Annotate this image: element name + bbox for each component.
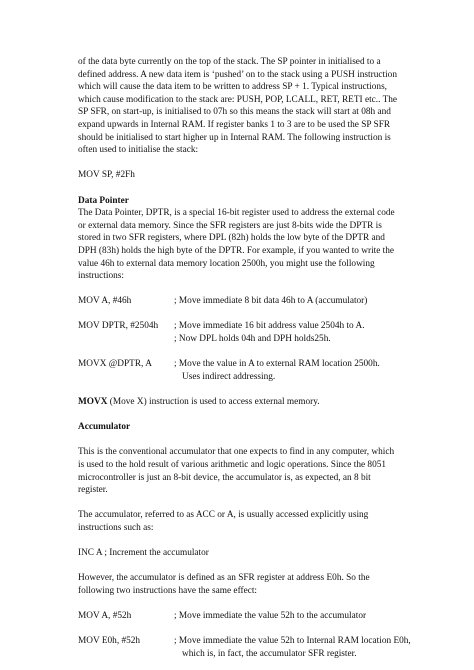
code-comment: ; Move the value in A to external RAM location 2500h. xyxy=(174,359,380,370)
document-page xyxy=(78,56,410,661)
paragraph-accumulator-1 xyxy=(78,446,410,496)
text-line: register. xyxy=(78,485,108,496)
code-instruction: MOV DPTR, #2504h xyxy=(78,321,159,332)
text-line: This is the conventional accumulator that one expects to find in any computer, which xyxy=(78,447,395,458)
code-line-mov-a-46h xyxy=(78,295,410,308)
text-line: of the data byte currently on the top of the stack. The SP pointer in initialised to a xyxy=(78,57,381,67)
paragraph-stack-pointer xyxy=(78,56,410,157)
movx-keyword: MOVX xyxy=(78,397,108,408)
code-comment: ; Move immediate 8 bit data 46h to A (accumulator) xyxy=(174,296,368,307)
text-line: instructions: xyxy=(78,271,124,282)
text-line: microcontroller is just an 8-bit device, the accumulator is, as expected, an 8 bit xyxy=(78,472,371,483)
text-line: The Data Pointer, DPTR, is a special 16-bit register used to address the external code xyxy=(78,208,395,219)
code-instruction: MOV E0h, #52h xyxy=(78,636,141,647)
text-line: However, the accumulator is defined as an SFR register at address E0h. So the xyxy=(78,573,370,584)
paragraph-accumulator-2 xyxy=(78,509,410,534)
heading-data-pointer: Data Pointer xyxy=(78,195,129,206)
text-line: instructions such as: xyxy=(78,522,154,533)
code-comment: ; Move immediate the value 52h to Internal RAM location E0h, xyxy=(174,636,411,647)
code-line-mov-a-52h xyxy=(78,610,410,623)
code-comment: Uses indirect addressing. xyxy=(182,371,276,382)
text-line: should be initialised to start higher up in Internal RAM. The following instruction is xyxy=(78,132,391,143)
code-comment: ; Move immediate the value 52h to the accumulator xyxy=(174,611,367,622)
section-data-pointer xyxy=(78,195,410,283)
text-line: defined address. A new data item is ‘pushed’ on to the stack using a PUSH instruction xyxy=(78,69,397,80)
paragraph-movx xyxy=(78,396,410,409)
code-instruction: MOV A, #46h xyxy=(78,296,132,307)
code-mov-sp: MOV SP, #2Fh xyxy=(78,170,135,181)
code-block-mov-dptr xyxy=(78,320,410,345)
code-instruction: MOV A, #52h xyxy=(78,611,132,622)
text-line: which cause modification to the stack are: PUSH, POP, LCALL, RET, RETI etc.. The xyxy=(78,94,398,105)
text-line: SP SFR, on start-up, is initialised to 07h so this means the stack will start at 08h and xyxy=(78,107,391,118)
paragraph-accumulator-3 xyxy=(78,572,410,597)
text-line: value 46h to external data memory location 2500h, you might use the following xyxy=(78,258,375,269)
text-line: or external data memory. Since the SFR registers are just 8-bits wide the DPTR is xyxy=(78,220,382,231)
text-line: is used to the hold result of various arithmetic and logic operations. Since the 8051 xyxy=(78,460,387,470)
code-comment: ; Move immediate 16 bit address value 2504h to A. xyxy=(174,321,365,332)
text-line: following two instructions have the same effect: xyxy=(78,585,258,596)
text-line: expand upwards in Internal RAM. If register banks 1 to 3 are to be used the SP SFR xyxy=(78,119,391,130)
code-instruction: MOVX @DPTR, A xyxy=(78,359,152,370)
code-comment: which is, in fact, the accumulator SFR register. xyxy=(182,648,357,659)
text-line: The accumulator, referred to as ACC or A, is usually accessed explicitly using xyxy=(78,510,369,521)
code-block-movx xyxy=(78,358,410,383)
text-line: stored in two SFR registers, where DPL (82h) holds the low byte of the DPTR and xyxy=(78,233,385,244)
paragraph-data-pointer xyxy=(78,207,410,283)
text-line: which will cause the data item to be written to address SP + 1. Typical instructions, xyxy=(78,82,388,93)
code-comment: ; Now DPL holds 04h and DPH holds25h. xyxy=(174,334,331,345)
code-block-mov-e0h xyxy=(78,635,410,660)
heading-accumulator: Accumulator xyxy=(78,422,131,433)
movx-description: (Move X) instruction is used to access external memory. xyxy=(107,397,320,408)
text-line: DPH (83h) holds the high byte of the DPTR. For example, if you wanted to write the xyxy=(78,245,395,256)
text-line: often used to initialise the stack: xyxy=(78,145,199,156)
code-inc-a: INC A ; Increment the accumulator xyxy=(78,548,209,559)
